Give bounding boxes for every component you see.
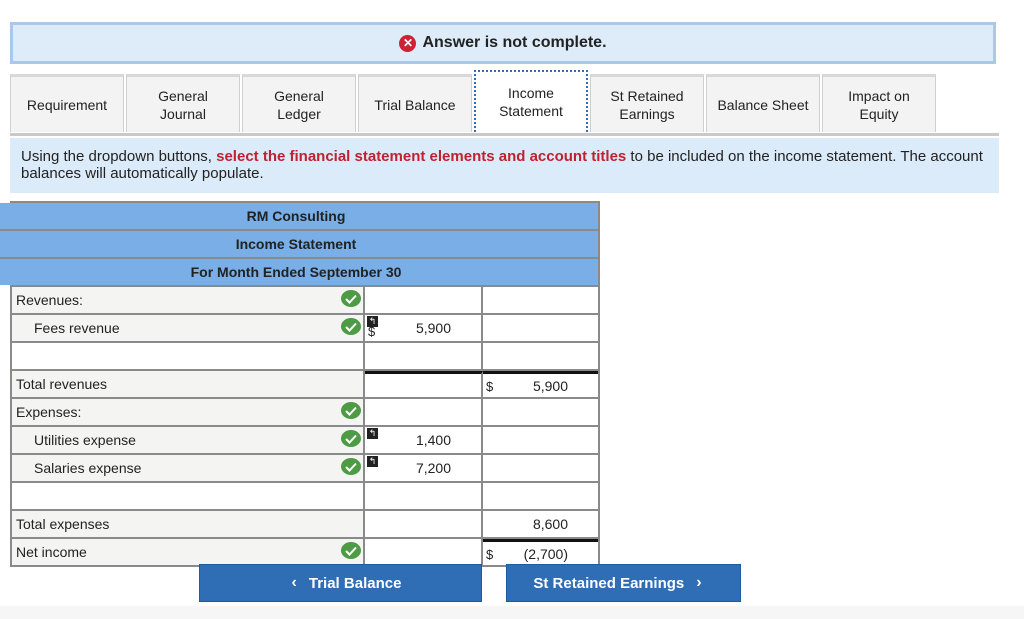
account-title-dropdown[interactable]	[12, 343, 365, 369]
tab-income-statement[interactable]: Income Statement	[474, 70, 588, 132]
amount-cell[interactable]	[365, 483, 483, 509]
answer-status-banner	[10, 22, 996, 64]
total-cell[interactable]	[483, 315, 598, 341]
amount-cell[interactable]	[365, 427, 483, 453]
statement-row	[12, 313, 598, 341]
statement-row	[12, 397, 598, 425]
dollar-sign: $	[486, 547, 494, 562]
total-cell[interactable]	[483, 455, 598, 481]
tab-st-retained-earnings[interactable]: St Retained Earnings	[590, 74, 704, 132]
correct-check-icon	[341, 402, 361, 419]
error-x-icon: ✕	[399, 35, 416, 52]
account-title-dropdown[interactable]	[12, 455, 365, 481]
total-cell[interactable]	[483, 427, 598, 453]
bottom-bar	[0, 606, 1024, 619]
amount-cell[interactable]	[365, 455, 483, 481]
correct-check-icon	[341, 542, 361, 559]
statement-title: Income Statement	[0, 231, 598, 259]
amount-cell[interactable]	[365, 315, 483, 341]
tab-requirement[interactable]: Requirement	[10, 74, 124, 132]
chevron-left-icon: ‹	[291, 574, 297, 591]
account-title-dropdown[interactable]	[12, 315, 365, 341]
flag-icon: ↰	[368, 456, 377, 466]
amount-value: 7,200	[415, 460, 451, 476]
correct-check-icon	[341, 430, 361, 447]
correct-check-icon	[341, 290, 361, 307]
flag-icon: ↰	[368, 316, 377, 326]
tab-underline	[10, 133, 999, 136]
account-title-dropdown[interactable]	[12, 427, 365, 453]
dollar-sign: $	[368, 324, 376, 339]
correct-check-icon	[341, 458, 361, 475]
tab-balance-sheet[interactable]: Balance Sheet	[706, 74, 820, 132]
tab-impact-on-equity[interactable]: Impact on Equity	[822, 74, 936, 132]
instruction-text: Using the dropdown buttons, select the financial statement elements and account titles to be included on the income statement. The account balances will automatically populate.	[10, 138, 999, 193]
statement-row	[12, 341, 598, 369]
account-title-label: Salaries expense	[34, 460, 142, 476]
statement-row	[12, 425, 598, 453]
amount-cell[interactable]	[365, 511, 483, 537]
account-title-label: Expenses:	[16, 404, 82, 420]
account-title-dropdown[interactable]	[12, 511, 365, 537]
statement-row	[12, 285, 598, 313]
amount-cell[interactable]	[365, 539, 483, 565]
dollar-sign: $	[486, 379, 494, 394]
account-title-label: Total expenses	[16, 516, 110, 532]
total-cell[interactable]	[483, 399, 598, 425]
total-cell[interactable]	[483, 287, 598, 313]
account-title-dropdown[interactable]	[12, 539, 365, 565]
company-name: RM Consulting	[0, 203, 598, 231]
account-title-dropdown[interactable]	[12, 399, 365, 425]
statement-row	[12, 453, 598, 481]
total-value: 5,900	[532, 377, 568, 394]
total-cell[interactable]	[483, 511, 598, 537]
income-statement-table	[10, 201, 600, 567]
statement-period: For Month Ended September 30	[0, 259, 598, 285]
account-title-label: Fees revenue	[34, 320, 120, 336]
chevron-right-icon: ›	[696, 574, 702, 591]
total-value: 8,600	[532, 516, 568, 532]
account-title-label: Total revenues	[16, 376, 108, 392]
total-cell[interactable]	[483, 371, 598, 397]
account-title-label: Utilities expense	[34, 432, 136, 448]
account-title-label: Revenues:	[16, 292, 83, 308]
amount-cell[interactable]	[365, 343, 483, 369]
tab-general-ledger[interactable]: General Ledger	[242, 74, 356, 132]
tab-general-journal[interactable]: General Journal	[126, 74, 240, 132]
correct-check-icon	[341, 318, 361, 335]
statement-row	[12, 481, 598, 509]
statement-row	[12, 369, 598, 397]
amount-value: 1,400	[415, 432, 451, 448]
total-cell[interactable]	[483, 539, 598, 565]
tab-trial-balance[interactable]: Trial Balance	[358, 74, 472, 132]
total-value: (2,700)	[523, 545, 568, 562]
total-cell[interactable]	[483, 483, 598, 509]
total-cell[interactable]	[483, 343, 598, 369]
amount-cell[interactable]	[365, 287, 483, 313]
statement-rows	[12, 285, 598, 565]
banner-text: Answer is not complete.	[422, 34, 607, 51]
statement-row	[12, 537, 598, 565]
account-title-dropdown[interactable]	[12, 371, 365, 397]
amount-value: 5,900	[415, 320, 451, 336]
amount-cell[interactable]	[365, 371, 483, 397]
account-title-dropdown[interactable]	[12, 287, 365, 313]
next-tab-button[interactable]: St Retained Earnings ›	[506, 564, 741, 602]
prev-tab-button[interactable]: ‹ Trial Balance	[199, 564, 482, 602]
statement-row	[12, 509, 598, 537]
tab-bar	[10, 74, 938, 136]
account-title-dropdown[interactable]	[12, 483, 365, 509]
amount-cell[interactable]	[365, 399, 483, 425]
account-title-label: Net income	[16, 544, 87, 560]
flag-icon: ↰	[368, 428, 377, 438]
